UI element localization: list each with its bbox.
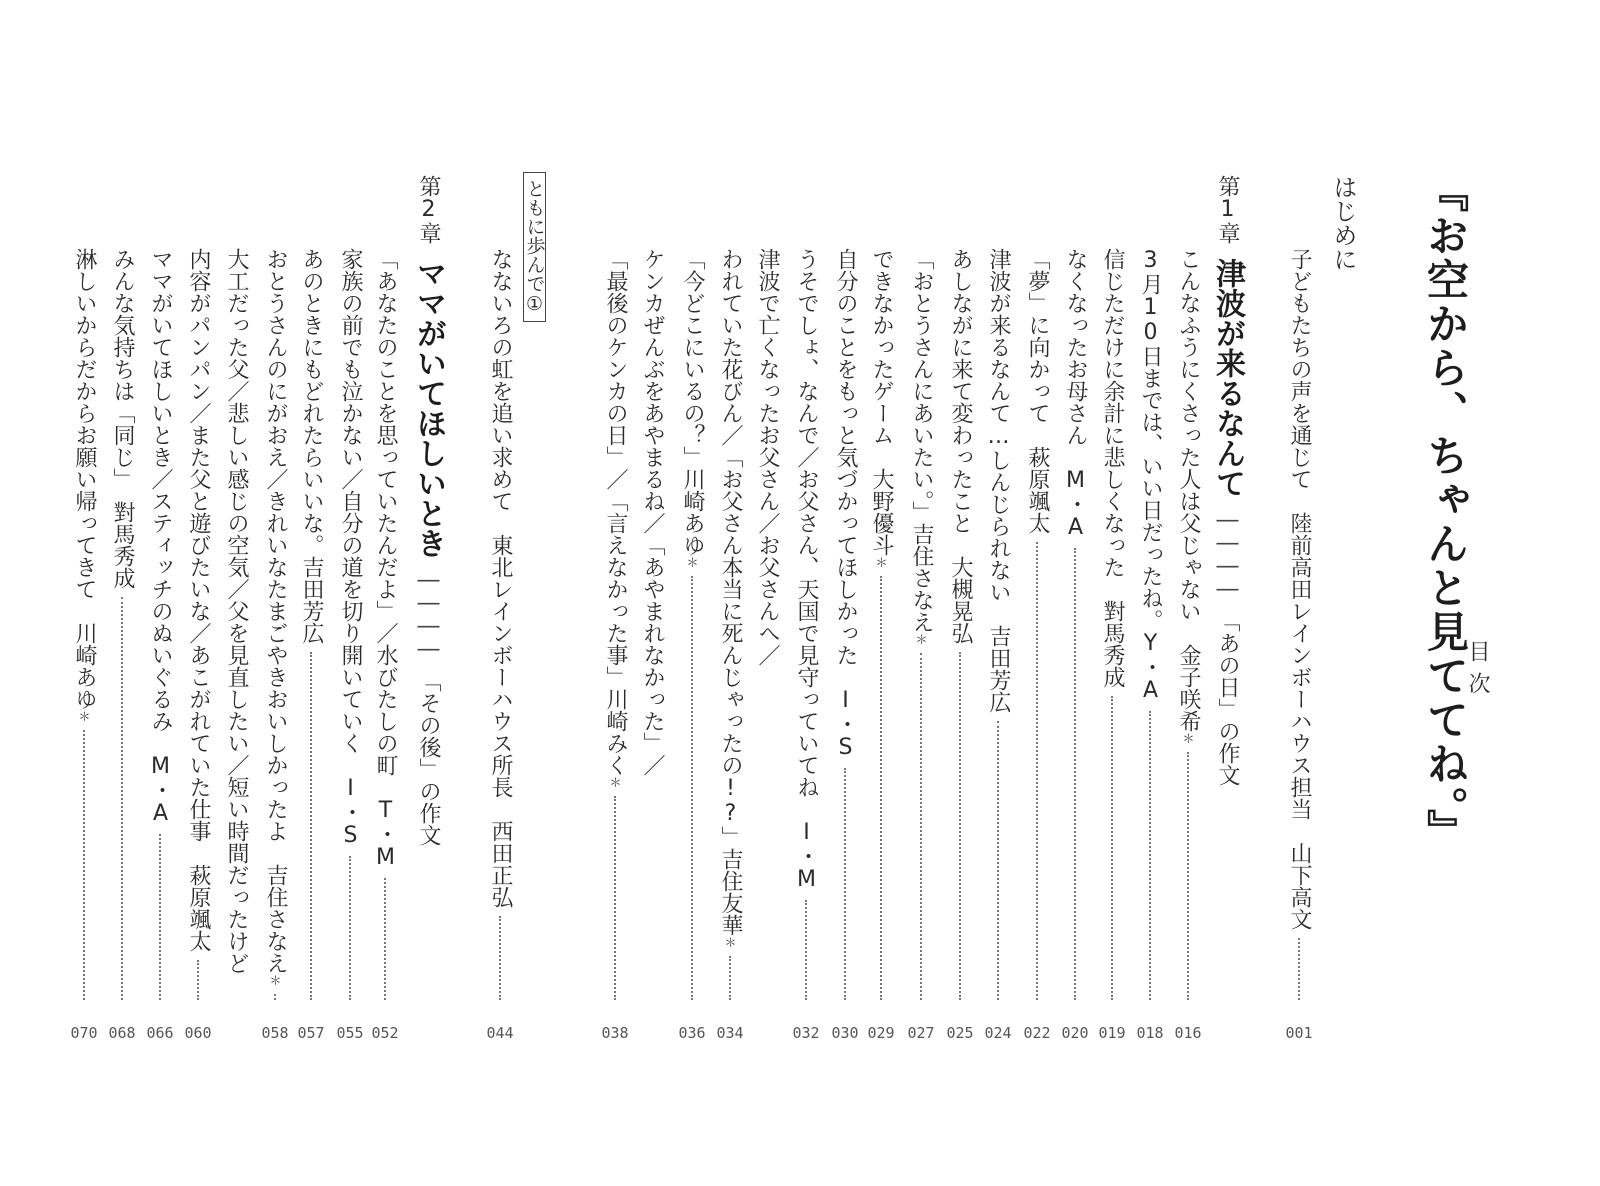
leader-dots bbox=[349, 856, 351, 1000]
toc-entry bbox=[300, 248, 322, 644]
page-number: 036 bbox=[678, 1024, 706, 1042]
chapter-number: 第2章 bbox=[416, 175, 441, 244]
chapter-subtitle: 「その後」の作文 bbox=[416, 670, 441, 846]
toc-entry bbox=[1177, 248, 1199, 744]
toc-entry bbox=[339, 248, 361, 848]
toc-entry bbox=[1139, 248, 1161, 703]
page-number: 044 bbox=[486, 1024, 514, 1042]
toc-entry-text: ケンカぜんぶをあやまるね／「あやまれなかった」／ bbox=[640, 248, 665, 776]
footnote-mark: ＊ bbox=[1181, 732, 1195, 744]
toc-entry-text: 津波が来るなんて…しんじられない 吉田芳広 bbox=[986, 248, 1011, 713]
page-number: 027 bbox=[907, 1024, 935, 1042]
chapter-heading bbox=[411, 175, 446, 846]
toc-entry bbox=[795, 248, 817, 892]
page-number: 060 bbox=[184, 1024, 212, 1042]
leader-dots bbox=[159, 834, 161, 1000]
page-number: 029 bbox=[867, 1024, 895, 1042]
chapter-dash: ―――― bbox=[416, 568, 441, 660]
chapter-number: 第1章 bbox=[1215, 175, 1240, 244]
toc-entry-text: みんな気持ちは「同じ」 對馬秀成 bbox=[110, 248, 135, 589]
page-number: 052 bbox=[371, 1024, 399, 1042]
leader-dots bbox=[805, 900, 807, 1000]
leader-dots bbox=[1036, 542, 1038, 1000]
toc-entry bbox=[604, 248, 626, 788]
leader-dots bbox=[1298, 938, 1300, 1000]
page-number: 034 bbox=[716, 1024, 744, 1042]
toc-entry bbox=[870, 248, 892, 568]
toc-entry-text: おとうさんのにがおえ／きれいなたまごやきおいしかったよ 吉住さなえ bbox=[263, 248, 288, 974]
toc-entry-text: 信じただけに余計に悲しくなった 對馬秀成 bbox=[1100, 248, 1125, 688]
toc-entry bbox=[1101, 248, 1123, 688]
toc-entry-text: 大工だった父／悲しい感じの空気／父を見直したい／短い時間だったけど bbox=[224, 248, 249, 974]
page-number: 038 bbox=[601, 1024, 629, 1042]
toc-entry bbox=[1288, 248, 1310, 930]
toc-entry-text: 「最後のケンカの日」／「言えなかった事」川崎みく bbox=[603, 248, 628, 776]
page-number: 070 bbox=[70, 1024, 98, 1042]
page-number: 016 bbox=[1174, 1024, 1202, 1042]
page-number: 030 bbox=[831, 1024, 859, 1042]
toc-entry bbox=[987, 248, 1009, 713]
leader-dots bbox=[1111, 696, 1113, 1000]
leader-dots bbox=[274, 994, 276, 1000]
leader-dots bbox=[83, 730, 85, 1000]
toc-entry bbox=[1026, 248, 1048, 534]
leader-dots bbox=[729, 956, 731, 1000]
toc-label: 目次 bbox=[1465, 640, 1490, 704]
leader-dots bbox=[959, 652, 961, 1000]
toc-entry bbox=[73, 248, 95, 722]
toc-entry-text: 津波で亡くなったお父さん／お父さんへ／ bbox=[755, 248, 780, 666]
page-number: 001 bbox=[1285, 1024, 1313, 1042]
page-number: 055 bbox=[336, 1024, 364, 1042]
page-number: 032 bbox=[792, 1024, 820, 1042]
footnote-mark: ＊ bbox=[874, 556, 888, 568]
chapter-heading bbox=[1210, 175, 1245, 786]
toc-section-heading: はじめに bbox=[1329, 175, 1357, 271]
chapter-title: ママがいてほしいとき bbox=[411, 258, 446, 558]
toc-entry-text: あのときにもどれたらいいな。吉田芳広 bbox=[299, 248, 324, 644]
footnote-mark: ＊ bbox=[268, 974, 282, 986]
toc-entry bbox=[111, 248, 133, 589]
toc-entry-text: 「今どこにいるの？」川崎あゆ bbox=[680, 248, 705, 556]
toc-entry-text: できなかったゲーム 大野優斗 bbox=[869, 248, 894, 556]
book-title: 『お空から、ちゃんと見ててね。』 bbox=[1421, 170, 1470, 853]
toc-entry bbox=[187, 248, 209, 952]
toc-entry-text: 内容がパンパン／また父と遊びたいな／あこがれていた仕事 萩原颯太 bbox=[186, 248, 211, 952]
toc-entry-text: 自分のことをもっと気づかってほしかった I・S bbox=[833, 248, 858, 760]
toc-entry bbox=[834, 248, 856, 760]
leader-dots bbox=[121, 597, 123, 1000]
page-number: 066 bbox=[146, 1024, 174, 1042]
toc-entry-text: うそでしょ、なんで／お父さん、天国で見守っていてね I・M bbox=[794, 248, 819, 892]
page-number: 024 bbox=[984, 1024, 1012, 1042]
page-number: 068 bbox=[108, 1024, 136, 1042]
toc-entry bbox=[1064, 248, 1086, 540]
toc-entry-text: 3月10日までは、いい日だったね。Y・A bbox=[1138, 248, 1163, 703]
toc-entry-text: ママがいてほしいとき／スティッチのぬいぐるみ M・A bbox=[148, 248, 173, 826]
leader-dots bbox=[1149, 711, 1151, 1000]
toc-entry-text: あしながに来て変わったこと 大槻晃弘 bbox=[948, 248, 973, 644]
toc-entry-text: われていた花びん／「お父さん本当に死んじゃったの!?」吉住友華 bbox=[718, 248, 743, 936]
toc-entry-text: 「あなたのことを思っていたんだよ」／水びたしの町 T・M bbox=[373, 248, 398, 870]
toc-entry-text: こんなふうにくさった人は父じゃない 金子咲希 bbox=[1176, 248, 1201, 732]
toc-entry bbox=[641, 248, 663, 776]
leader-dots bbox=[920, 653, 922, 1000]
page-number: 022 bbox=[1023, 1024, 1051, 1042]
toc-entry-text: なないろの虹を追い求めて 東北レインボーハウス所長 西田正弘 bbox=[488, 248, 513, 908]
leader-dots bbox=[197, 960, 199, 1000]
toc-entry-text: 「夢」に向かって 萩原颯太 bbox=[1025, 248, 1050, 534]
footnote-mark: ＊ bbox=[914, 633, 928, 645]
chapter-dash: ―――― bbox=[1215, 508, 1240, 600]
toc-entry-text: 「おとうさんにあいたい。」吉住さなえ bbox=[909, 248, 934, 633]
toc-entry-text: なくなったお母さん M・A bbox=[1063, 248, 1088, 540]
leader-dots bbox=[691, 576, 693, 1000]
leader-dots bbox=[880, 576, 882, 1000]
toc-entry bbox=[225, 248, 247, 974]
toc-entry bbox=[374, 248, 396, 870]
toc-entry-text: 淋しいからだからお願い帰ってきて 川崎あゆ bbox=[72, 248, 97, 710]
toc-entry-text: 家族の前でも泣かない／自分の道を切り開いていく I・S bbox=[338, 248, 363, 848]
leader-dots bbox=[1074, 548, 1076, 1000]
leader-dots bbox=[384, 878, 386, 1000]
footnote-mark: ＊ bbox=[608, 776, 622, 788]
footnote-mark: ＊ bbox=[77, 710, 91, 722]
toc-entry-text: 子どもたちの声を通じて 陸前高田レインボーハウス担当 山下高文 bbox=[1287, 248, 1312, 930]
leader-dots bbox=[310, 652, 312, 1000]
page-number: 025 bbox=[946, 1024, 974, 1042]
footnote-mark: ＊ bbox=[723, 936, 737, 948]
footnote-mark: ＊ bbox=[685, 556, 699, 568]
leader-dots bbox=[499, 916, 501, 1000]
toc-entry bbox=[910, 248, 932, 645]
page-number: 058 bbox=[261, 1024, 289, 1042]
toc-entry bbox=[264, 248, 286, 986]
toc-entry bbox=[719, 248, 741, 948]
page-number: 019 bbox=[1098, 1024, 1126, 1042]
toc-entry bbox=[489, 248, 511, 908]
toc-column-heading: ともに歩んで① bbox=[523, 172, 546, 322]
page-number: 020 bbox=[1061, 1024, 1089, 1042]
toc-entry bbox=[756, 248, 778, 666]
page-number: 018 bbox=[1136, 1024, 1164, 1042]
chapter-title: 津波が来るなんて bbox=[1210, 258, 1245, 498]
toc-entry bbox=[681, 248, 703, 568]
leader-dots bbox=[997, 721, 999, 1000]
leader-dots bbox=[614, 796, 616, 1000]
toc-entry bbox=[149, 248, 171, 826]
leader-dots bbox=[844, 768, 846, 1000]
chapter-subtitle: 「あの日」の作文 bbox=[1215, 610, 1240, 786]
leader-dots bbox=[1187, 752, 1189, 1000]
toc-entry bbox=[949, 248, 971, 644]
page-number: 057 bbox=[297, 1024, 325, 1042]
